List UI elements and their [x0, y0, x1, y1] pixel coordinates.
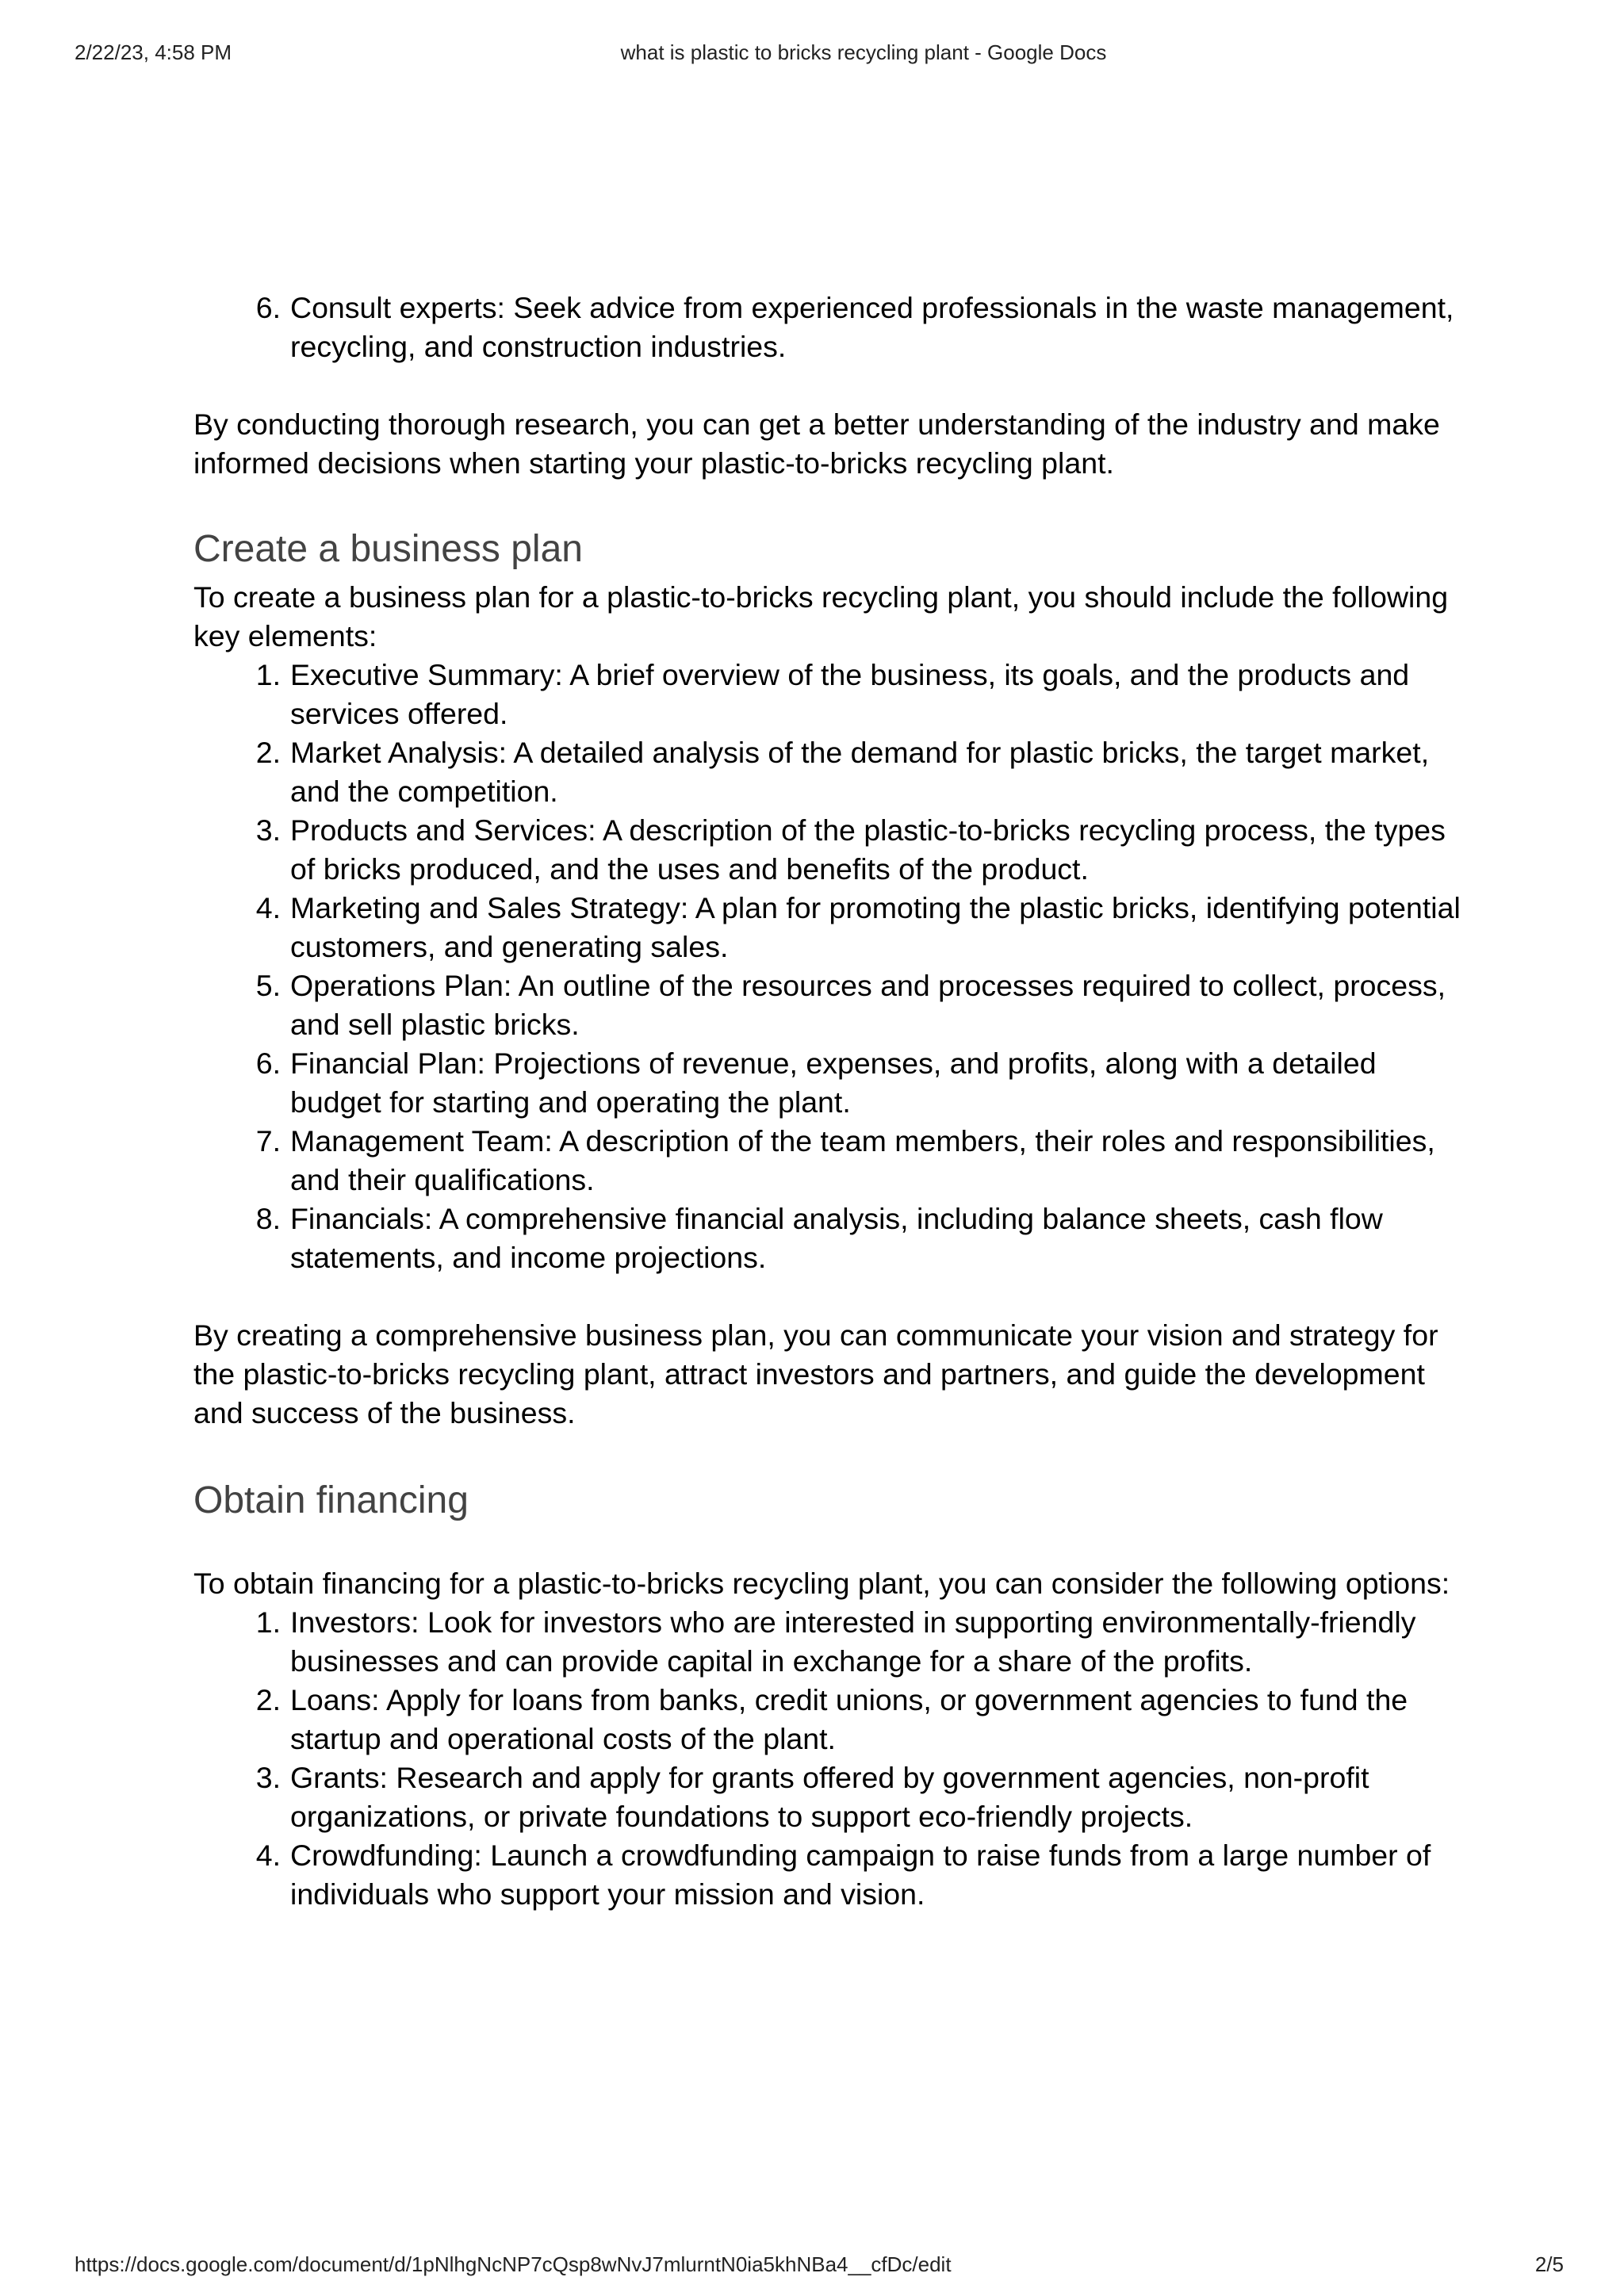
list-item-number: 5.: [255, 969, 281, 1002]
list-item-text: Executive Summary: A brief overview of the business, its goals, and the products and services offered.: [290, 658, 1410, 730]
list-item-text: Management Team: A description of the team members, their roles and responsibilities, and their qualifications.: [290, 1124, 1435, 1196]
business-plan-list: [193, 656, 1462, 1277]
list-item-number: 6.: [255, 291, 281, 324]
list-item-text: Grants: Research and apply for grants offered by government agencies, non-profit organizations, or private foundations to support eco-friendly projects.: [290, 1761, 1369, 1833]
list-item-number: 6.: [255, 1047, 281, 1080]
financing-list: [193, 1603, 1462, 1914]
list-item: [193, 1200, 1462, 1277]
list-item: [193, 656, 1462, 733]
list-item-number: 4.: [255, 1839, 281, 1872]
list-item-number: 8.: [255, 1202, 281, 1235]
list-item: [193, 733, 1462, 811]
business-plan-intro: To create a business plan for a plastic-to-bricks recycling plant, you should include the following key elements:: [193, 580, 1449, 652]
list-item-text: Loans: Apply for loans from banks, credit unions, or government agencies to fund the startup and operational costs of the plant.: [290, 1683, 1408, 1755]
list-item-number: 1.: [255, 658, 281, 691]
research-list: [193, 289, 1462, 366]
document-url: https://docs.google.com/document/d/1pNlhgNcNP7cQsp8wNvJ7mlurntN0ia5khNBa4__cfDc/edit: [75, 2252, 952, 2276]
list-item: [193, 1122, 1462, 1200]
list-item-number: 2.: [255, 736, 281, 769]
list-item-number: 4.: [255, 891, 281, 924]
list-item-text: Marketing and Sales Strategy: A plan for promoting the plastic bricks, identifying potential customers, and generating sales.: [290, 891, 1461, 963]
list-item: [193, 1758, 1462, 1836]
list-item-text: Crowdfunding: Launch a crowdfunding campaign to raise funds from a large number of individuals who support your mission and vision.: [290, 1839, 1431, 1911]
list-item: [193, 1836, 1462, 1914]
list-item: [193, 889, 1462, 966]
list-item-number: 1.: [255, 1605, 281, 1639]
document-body: [193, 289, 1462, 1914]
list-item-text: Financial Plan: Projections of revenue, expenses, and profits, along with a detailed budget for starting and operating the plant.: [290, 1047, 1377, 1119]
list-item-text: Operations Plan: An outline of the resources and processes required to collect, process, and sell plastic bricks.: [290, 969, 1446, 1041]
list-item-number: 2.: [255, 1683, 281, 1716]
list-item-number: 3.: [255, 813, 281, 847]
print-document-title: what is plastic to bricks recycling plant - Google Docs: [620, 40, 1107, 64]
research-conclusion: By conducting thorough research, you can get a better understanding of the industry and make informed decisions when starting your plastic-to-bricks recycling plant.: [193, 408, 1440, 480]
section-heading-business-plan: Create a business plan: [193, 528, 583, 570]
print-timestamp: 2/22/23, 4:58 PM: [75, 40, 232, 64]
financing-intro: To obtain financing for a plastic-to-bricks recycling plant, you can consider the following options:: [193, 1567, 1450, 1600]
list-item-text: Market Analysis: A detailed analysis of the demand for plastic bricks, the target market, and the competition.: [290, 736, 1430, 808]
list-item: [193, 811, 1462, 889]
list-item: [193, 966, 1462, 1044]
list-item-number: 7.: [255, 1124, 281, 1158]
list-item-text: Products and Services: A description of the plastic-to-bricks recycling process, the types of bricks produced, and the uses and benefits of the product.: [290, 813, 1446, 886]
list-item-number: 3.: [255, 1761, 281, 1794]
list-item: [193, 289, 1462, 366]
list-item-text: Consult experts: Seek advice from experienced professionals in the waste management, recycling, and construction industries.: [290, 291, 1454, 363]
print-footer: [0, 2248, 1624, 2280]
page-number: 2/5: [1534, 2252, 1564, 2276]
list-item: [193, 1044, 1462, 1122]
section-heading-financing: Obtain financing: [193, 1479, 469, 1521]
business-plan-conclusion: By creating a comprehensive business plan, you can communicate your vision and strategy for the plastic-to-bricks recycling plant, attract investors and partners, and guide the development and success of the business.: [193, 1318, 1438, 1429]
print-header: [0, 36, 1624, 68]
list-item: [193, 1681, 1462, 1758]
list-item-text: Investors: Look for investors who are interested in supporting environmentally-friendly businesses and can provide capital in exchange for a share of the profits.: [290, 1605, 1416, 1678]
list-item: [193, 1603, 1462, 1681]
list-item-text: Financials: A comprehensive financial analysis, including balance sheets, cash flow statements, and income projections.: [290, 1202, 1383, 1274]
